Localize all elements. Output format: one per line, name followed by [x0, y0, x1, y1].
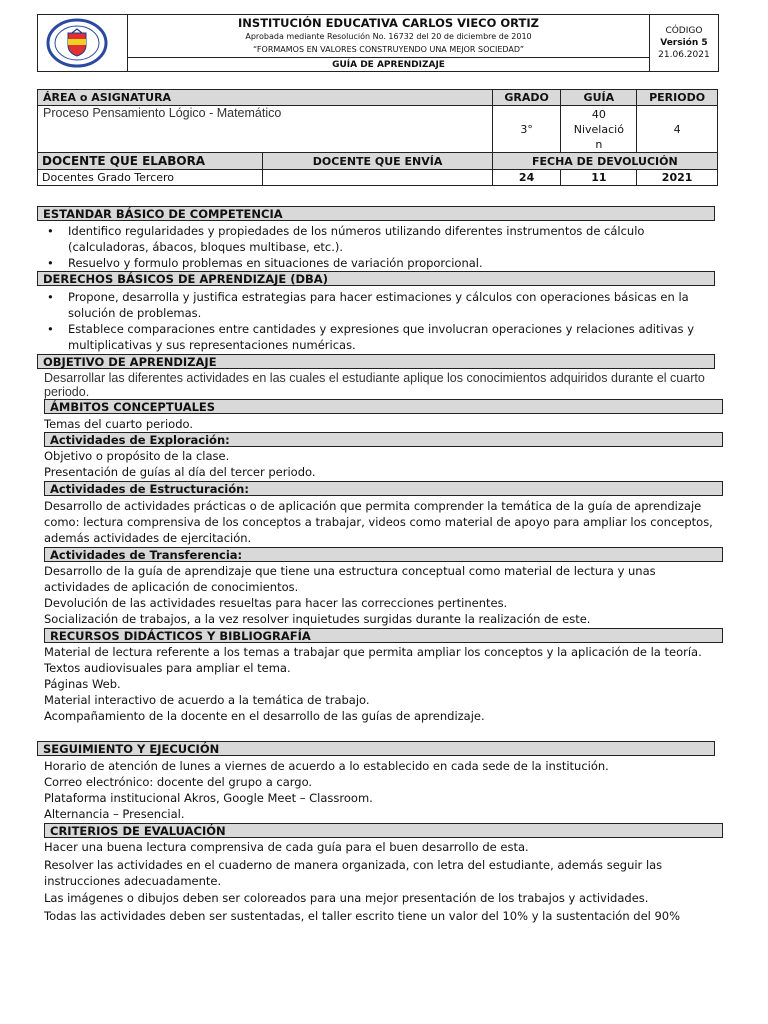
text-line: Alternancia – Presencial. — [44, 807, 185, 821]
list-item: • Propone, desarrolla y justifica estrategias para hacer estimaciones y cálculos con operaciones básicas en la solución de problemas. — [44, 289, 716, 321]
section-ambitos-body — [44, 416, 716, 432]
text-line: Desarrollo de actividades prácticas o de aplicación que permita comprender la temática de la guía de aprendizaje como: lectura comprensiva de los conceptos a trabajar, videos como material de apoyo para ampliar los conceptos, además actividades de ejercitación. — [44, 499, 713, 545]
guia-value — [561, 106, 637, 153]
institution-cell — [128, 15, 650, 58]
section-criterios-body — [44, 839, 716, 924]
dba-list — [44, 289, 716, 353]
resolution-text: Aprobada mediante Resolución No. 16732 del 20 de diciembre de 2010 — [245, 31, 532, 41]
version-label: Versión 5 — [660, 38, 708, 48]
section-objetivo-body: Desarrollar las diferentes actividades en las cuales el estudiante aplique los conocimientos adquiridos durante el cuarto periodo. — [44, 371, 705, 399]
list-item: • Resuelvo y formulo problemas en situaciones de variación proporcional. — [44, 255, 716, 271]
info-table — [37, 89, 718, 186]
text-line: Temas del cuarto periodo. — [44, 417, 193, 431]
section-dba-title: DERECHOS BÁSICOS DE APRENDIZAJE (DBA) — [37, 271, 715, 286]
area-value: Proceso Pensamiento Lógico - Matemático — [38, 106, 493, 153]
text-line: Material de lectura referente a los temas a trabajar que permita ampliar los conceptos y la aplicación de la teoría. — [44, 645, 702, 659]
text-line: Plataforma institucional Akros, Google Meet – Classroom. — [44, 791, 373, 805]
logo-cell — [38, 15, 128, 72]
guide-title: GUÍA DE APRENDIZAJE — [128, 58, 650, 72]
section-exploracion-body — [44, 448, 716, 480]
section-transferencia-title: Actividades de Transferencia: — [44, 547, 723, 562]
document-header — [37, 14, 719, 72]
institution-name: INSTITUCIÓN EDUCATIVA CARLOS VIECO ORTIZ — [238, 15, 539, 30]
grado-value: 3° — [492, 106, 561, 153]
guia-type-cont: n — [595, 137, 603, 151]
version-date: 21.06.2021 — [658, 50, 710, 60]
text-line: Resolver las actividades en el cuaderno de manera organizada, con letra del estudiante, además seguir las instrucciones adecuadamente. — [44, 858, 663, 888]
section-ambitos-title: ÁMBITOS CONCEPTUALES — [44, 399, 723, 414]
section-estructuracion-title: Actividades de Estructuración: — [44, 481, 723, 496]
docente-elabora-value: Docentes Grado Tercero — [38, 170, 263, 186]
code-cell — [649, 15, 718, 72]
school-seal-icon — [46, 18, 108, 68]
section-estandar-body — [44, 223, 716, 271]
text-line: Correo electrónico: docente del grupo a cargo. — [44, 775, 313, 789]
section-dba-body — [44, 289, 716, 353]
docente-elabora-label: DOCENTE QUE ELABORA — [38, 153, 263, 170]
fecha-label: FECHA DE DEVOLUCIÓN — [492, 153, 717, 170]
text-line: Hacer una buena lectura comprensiva de cada guía para el buen desarrollo de esta. — [44, 840, 529, 854]
docente-envia-value — [263, 170, 492, 186]
text-line: Objetivo o propósito de la clase. — [44, 449, 230, 463]
text-line: Acompañamiento de la docente en el desarrollo de las guías de aprendizaje. — [44, 709, 485, 723]
motto-text: “FORMAMOS EN VALORES CONSTRUYENDO UNA MEJOR SOCIEDAD” — [253, 44, 524, 54]
text-line: Presentación de guías al día del tercer periodo. — [44, 465, 316, 479]
section-estandar-title: ESTANDAR BÁSICO DE COMPETENCIA — [37, 206, 715, 221]
fecha-month: 11 — [561, 170, 637, 186]
text-line: Socialización de trabajos, a la vez resolver inquietudes surgidas durante la realización de este. — [44, 612, 591, 626]
section-transferencia-body — [44, 563, 716, 627]
guia-type: Nivelació — [573, 122, 624, 136]
section-seguimiento-title: SEGUIMIENTO Y EJECUCIÓN — [37, 741, 715, 756]
area-label: ÁREA o ASIGNATURA — [38, 90, 493, 106]
section-exploracion-title: Actividades de Exploración: — [44, 432, 723, 447]
section-objetivo-title: OBJETIVO DE APRENDIZAJE — [37, 354, 715, 369]
docente-envia-label: DOCENTE QUE ENVÍA — [263, 153, 492, 170]
section-criterios-title: CRITERIOS DE EVALUACIÓN — [44, 823, 723, 838]
text-line: Desarrollo de la guía de aprendizaje que tiene una estructura conceptual como material de lectura y unas actividades de aplicación de conocimientos. — [44, 564, 656, 594]
text-line: Todas las actividades deben ser sustentadas, el taller escrito tiene un valor del 10% y la sustentación del 90% — [44, 909, 681, 923]
guia-label: GUÍA — [561, 90, 637, 106]
estandar-list — [44, 223, 716, 271]
fecha-day: 24 — [492, 170, 561, 186]
text-line: Las imágenes o dibujos deben ser coloreados para una mejor presentación de los trabajos y actividades. — [44, 891, 649, 905]
text-line: Devolución de las actividades resueltas para hacer las correcciones pertinentes. — [44, 596, 508, 610]
text-line: Horario de atención de lunes a viernes de acuerdo a lo establecido en cada sede de la institución. — [44, 759, 609, 773]
guia-number: 40 — [591, 107, 606, 121]
text-line: Páginas Web. — [44, 677, 121, 691]
section-estructuracion-body — [44, 498, 716, 546]
fecha-year: 2021 — [637, 170, 718, 186]
section-recursos-body — [44, 644, 716, 724]
grado-label: GRADO — [492, 90, 561, 106]
section-seguimiento-body — [44, 758, 716, 822]
periodo-value: 4 — [637, 106, 718, 153]
periodo-label: PERIODO — [637, 90, 718, 106]
code-label: CÓDIGO — [665, 26, 703, 36]
text-line: Material interactivo de acuerdo a la temática de trabajo. — [44, 693, 370, 707]
list-item: • Establece comparaciones entre cantidades y expresiones que involucran operaciones y relaciones aditivas y multiplicativas y sus representaciones numéricas. — [44, 321, 716, 353]
text-line: Textos audiovisuales para ampliar el tema. — [44, 661, 291, 675]
list-item: • Identifico regularidades y propiedades de los números utilizando diferentes instrumentos de cálculo (calculadoras, ábacos, bloques multibase, etc.). — [44, 223, 716, 255]
section-recursos-title: RECURSOS DIDÁCTICOS Y BIBLIOGRAFÍA — [44, 628, 723, 643]
